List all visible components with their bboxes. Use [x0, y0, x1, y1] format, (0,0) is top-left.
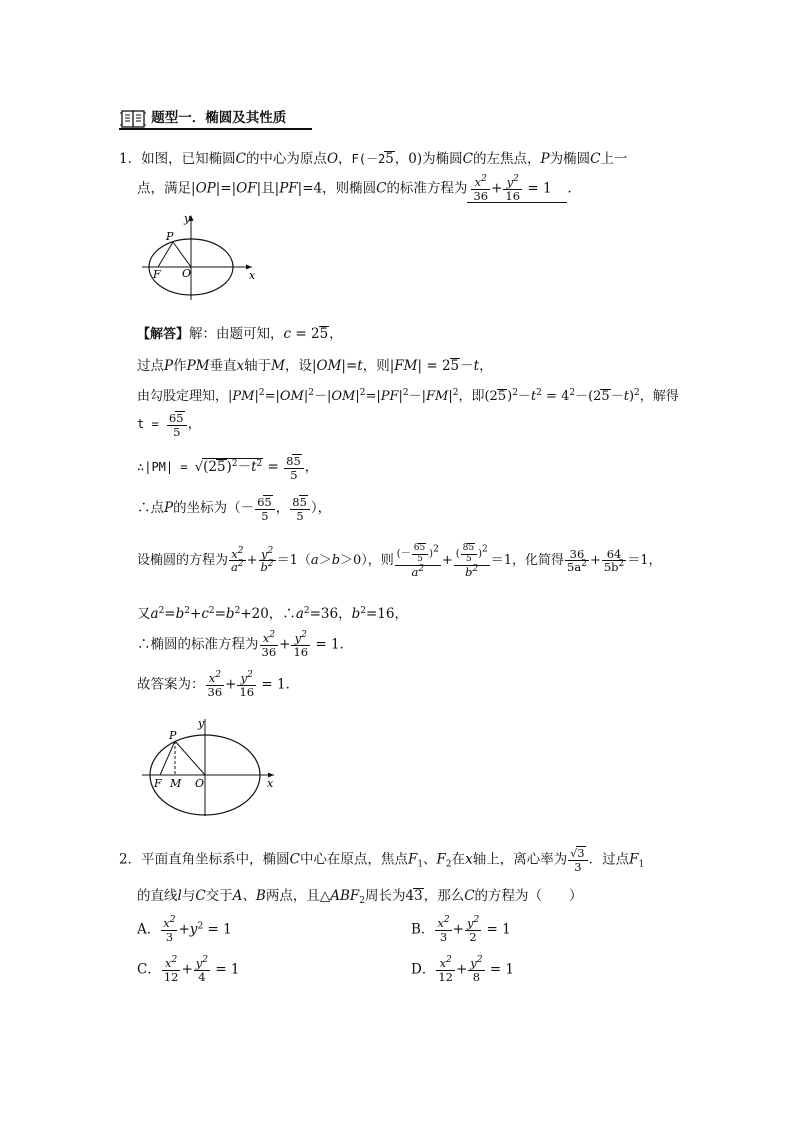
fig2-x-label: x	[267, 777, 274, 790]
fig2-F-label: F	[154, 777, 162, 790]
fig1-x-label: x	[249, 269, 256, 282]
q2-number: 2．	[119, 851, 142, 868]
option-d[interactable]: D． $\frac{x^2}{12}$ + $\frac{y^2}{8}$ = 1	[411, 955, 515, 984]
q1-line2: 点，满足|OP|=|OF|且|PF|=4，则椭圆C的标准方程为 $\frac{x^2}{36}$ + $\frac{y^2}{16}$ = 1 .	[137, 174, 572, 203]
section-title: 题型一．椭圆及其性质	[151, 110, 287, 126]
solution-line1: 【解答】解：由题可知，c = 25，	[137, 326, 343, 342]
fig1-y-label: y	[184, 212, 191, 225]
q1-number: 1．	[119, 151, 142, 167]
section-heading	[119, 106, 286, 129]
solution-line2: 过点P作PM垂直x轴于M，设|OM|=t，则|FM| = 25－t，	[137, 358, 493, 374]
fig2-P-label: P	[169, 729, 177, 742]
heading-underline	[119, 128, 312, 130]
option-a[interactable]: A． $\frac{x^2}{3}$ $+y^2 = 1$	[137, 915, 232, 944]
ellipse-figure-2	[140, 717, 280, 817]
solution-line8: 又$a^2=b^2+c^2=b^2+20$，$\therefore a^2=36$，$b^2=16$，	[137, 606, 408, 622]
q2-line2: 的直线l与C交于A、B两点，且$\triangle ABF_2$周长为43，那么C的方程为（ ）	[137, 888, 583, 906]
option-b[interactable]: B． $\frac{x^2}{3}$ + $\frac{y^2}{2}$ = 1	[411, 915, 511, 944]
fig1-O-label: O	[182, 267, 192, 280]
q2-line1: 2．平面直角坐标系中，椭圆C中心在原点，焦点$F_1$、$F_2$在x轴上，离心率为 $\frac{√3}{3}$ ．过点$F_1$	[119, 846, 645, 875]
option-c[interactable]: C． $\frac{x^2}{12}$ + $\frac{y^2}{4}$ = 1	[137, 955, 240, 984]
fig1-F-label: F	[153, 268, 161, 281]
ellipse-figure-1	[140, 210, 270, 302]
solution-line7: 设椭圆的方程为 $\frac{x^2}{a^2}$ + $\frac{y^2}{b^2}$ ＝1（a＞b＞0），则 (－ $\frac{65}{5}$ )$^2$ $a^2$ + ( $\frac{85}{5}$ )$^2$ $b^2$ ＝1，化简得 $\frac{36}{5a^2}$ + $\frac{64}{5b^2}$ ＝1，	[137, 543, 662, 579]
fig2-y-label: y	[198, 717, 205, 730]
answer-blank: $\frac{x^2}{36}$ + $\frac{y^2}{16}$ = 1	[467, 176, 567, 203]
solution-line10: 故答案为： $\frac{x^2}{36}$ + $\frac{y^2}{16}$ = 1．	[137, 670, 300, 699]
book-icon	[119, 109, 147, 129]
solution-line5: ∴|PM| = $√(25)^2-t^2$ = $\frac{85}{5}$ ，	[137, 454, 319, 482]
solution-line4: t = $\frac{65}{5}$ ，	[137, 411, 202, 439]
solution-line6: ∴点P的坐标为（－ $\frac{65}{5}$ ， $\frac{85}{5}$ ），	[137, 495, 332, 523]
sqrt5: 5	[385, 151, 394, 167]
q1-line1: 1．如图，已知椭圆C的中心为原点O，F(－25，0)为椭圆C的左焦点，P为椭圆C上一	[119, 151, 628, 167]
solution-line3: 由勾股定理知，$|PM|^2=|OM|^2-|OM|^2=|PF|^2-|FM|^2$，即$(25)^2-t^2 = 4^2-(25-t)^2$，解得	[137, 388, 679, 404]
fig2-O-label: O	[195, 777, 205, 790]
fig2-M-label: M	[170, 777, 182, 790]
solution-line9: ∴椭圆的标准方程为 $\frac{x^2}{36}$ + $\frac{y^2}{16}$ = 1．	[137, 630, 354, 659]
fig1-P-label: P	[166, 230, 174, 243]
